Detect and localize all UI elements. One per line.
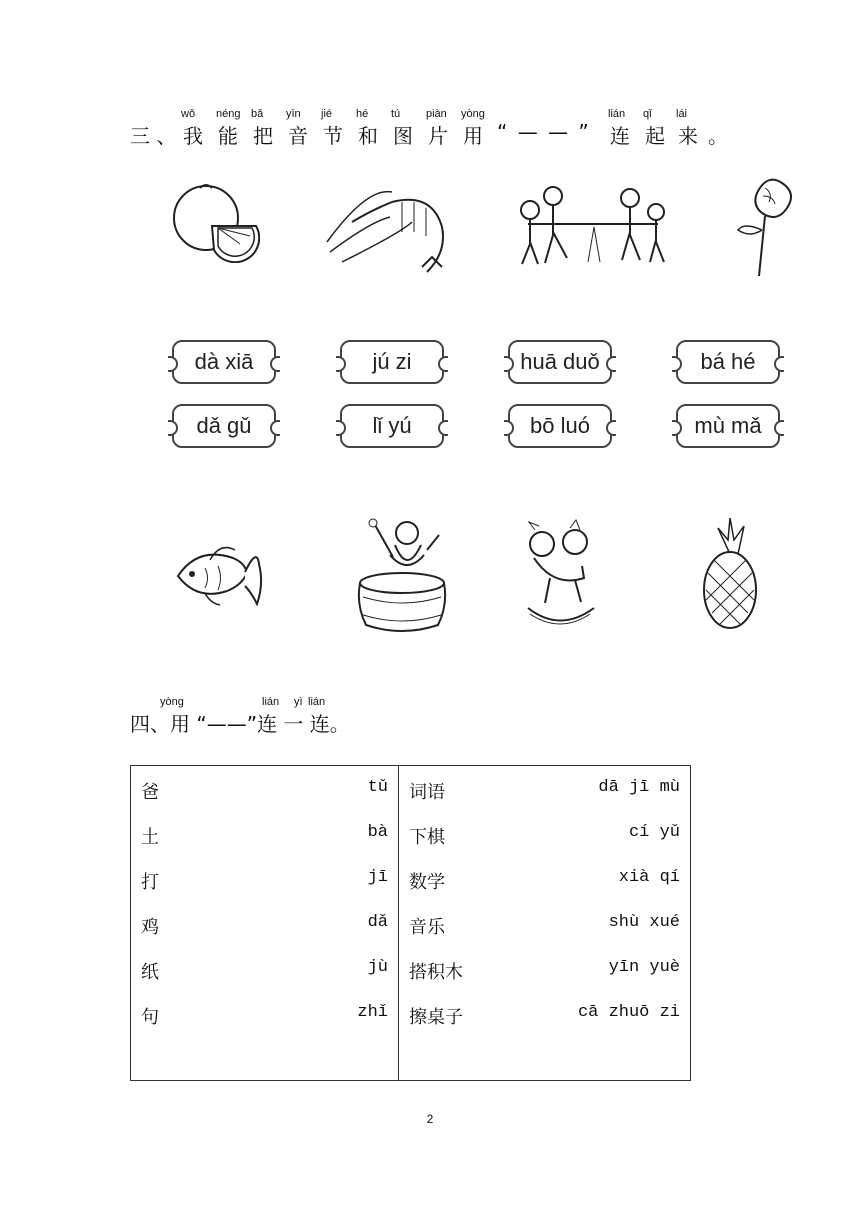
section-4-title: 四、用 “——”连 一 连。 (130, 712, 350, 736)
table-row (131, 778, 398, 823)
hanzi-item[interactable]: 音乐 (409, 917, 445, 938)
table-row (399, 913, 690, 958)
hanzi-item[interactable]: 下棋 (409, 827, 445, 848)
quote-dash: “ — — ” (497, 120, 591, 144)
page-number: 2 (426, 1112, 434, 1126)
pinyin-lian-2: lián (308, 696, 326, 708)
pinyin-card[interactable]: lǐ yú (340, 404, 444, 448)
table-row (131, 1003, 398, 1048)
pinyin-card[interactable]: dǎ gǔ (172, 404, 276, 448)
pinyin-card[interactable]: dà xiā (172, 340, 276, 384)
table-row (131, 868, 398, 913)
pineapple-icon (700, 518, 760, 630)
pinyin-item[interactable]: tǔ (367, 778, 388, 797)
pinyin-item[interactable]: xià qí (618, 868, 680, 887)
drum-icon (355, 515, 450, 633)
table-row (399, 958, 690, 1003)
hanzi-item[interactable]: 数学 (409, 872, 445, 893)
table-row (131, 823, 398, 868)
pinyin-item[interactable]: jù (367, 958, 388, 977)
hanzi-item[interactable]: 爸 (141, 782, 159, 803)
pinyin-item[interactable]: cā zhuō zi (577, 1003, 680, 1022)
left-column (131, 766, 399, 1081)
heading-char: 起 (645, 124, 665, 148)
pinyin-annotation: néng (216, 108, 241, 120)
pinyin-lian-1: lián (262, 696, 280, 708)
pinyin-annotation: yīn (286, 108, 301, 120)
pinyin-annotation: wǒ (181, 108, 196, 120)
orange-icon (170, 178, 260, 263)
pinyin-yong: yòng (160, 696, 184, 708)
heading-char: 我 (183, 124, 203, 148)
heading-char: 片 (428, 124, 448, 148)
table-row (131, 958, 398, 1003)
pinyin-item[interactable]: dǎ (367, 913, 388, 932)
pinyin-annotation: bǎ (251, 108, 264, 120)
hanzi-item[interactable]: 打 (141, 872, 159, 893)
right-column (399, 766, 691, 1081)
section-3-number: 三 、 (130, 124, 177, 148)
pinyin-annotation: qǐ (643, 108, 652, 120)
pinyin-item[interactable]: dā jī mù (598, 778, 680, 797)
hanzi-item[interactable]: 纸 (141, 962, 159, 983)
heading-char: 来 (678, 124, 698, 148)
table-row (399, 1003, 690, 1048)
pinyin-item[interactable]: jī (367, 868, 388, 887)
flower-icon (735, 168, 800, 278)
pinyin-annotation: lián (608, 108, 626, 120)
pinyin-annotation: tú (391, 108, 401, 120)
pinyin-annotation: piàn (426, 108, 447, 120)
hanzi-item[interactable]: 鸡 (141, 917, 159, 938)
heading-char: 能 (218, 124, 238, 148)
pinyin-annotation: yòng (461, 108, 485, 120)
pinyin-card[interactable]: mù mǎ (676, 404, 780, 448)
matching-table (130, 765, 691, 1081)
heading-char: 图 (393, 124, 413, 148)
table-row (131, 913, 398, 958)
pinyin-annotation: jié (321, 108, 333, 120)
table-row (399, 868, 690, 913)
heading-char: 把 (253, 124, 273, 148)
hanzi-item[interactable]: 搭积木 (409, 962, 463, 983)
pinyin-yi: yì (294, 696, 303, 708)
pinyin-card[interactable]: bá hé (676, 340, 780, 384)
pinyin-item[interactable]: shù xué (608, 913, 680, 932)
table-row (399, 778, 690, 823)
hanzi-item[interactable]: 擦桌子 (409, 1007, 463, 1028)
heading-char: 。 (708, 124, 728, 148)
pinyin-annotation: lái (676, 108, 688, 120)
fish-icon (170, 538, 265, 613)
pinyin-item[interactable]: bà (367, 823, 388, 842)
pinyin-item[interactable]: cí yǔ (628, 823, 680, 842)
heading-char: 连 (610, 124, 630, 148)
heading-char: 节 (323, 124, 343, 148)
hanzi-item[interactable]: 句 (141, 1007, 159, 1028)
tug-of-war-icon (508, 182, 673, 272)
pinyin-card[interactable]: jú zi (340, 340, 444, 384)
heading-char: 音 (288, 124, 308, 148)
pinyin-item[interactable]: yīn yuè (608, 958, 680, 977)
pinyin-annotation: hé (356, 108, 369, 120)
rocking-horse-icon (520, 518, 600, 628)
pinyin-card[interactable]: huā duǒ (508, 340, 612, 384)
pinyin-card[interactable]: bō luó (508, 404, 612, 448)
shrimp-icon (322, 172, 452, 277)
heading-char: 和 (358, 124, 378, 148)
pinyin-item[interactable]: zhǐ (357, 1003, 388, 1022)
hanzi-item[interactable]: 词语 (409, 782, 445, 803)
table-row (399, 823, 690, 868)
hanzi-item[interactable]: 土 (141, 827, 159, 848)
heading-char: 用 (463, 124, 483, 148)
